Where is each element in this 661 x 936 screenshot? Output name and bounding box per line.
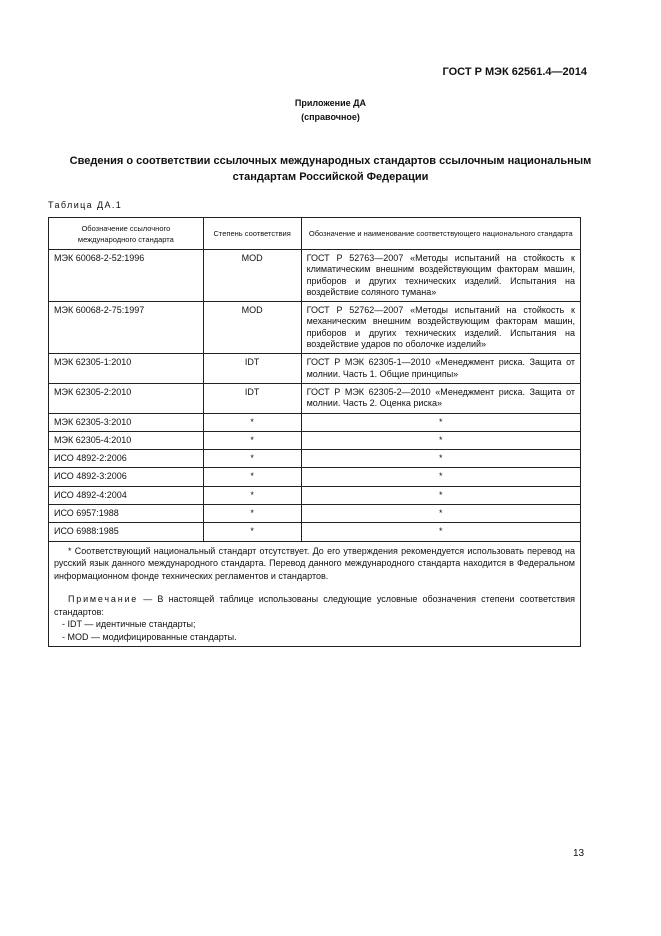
cell-national-standard: * bbox=[301, 505, 580, 523]
table-row bbox=[49, 468, 581, 486]
standards-table bbox=[48, 217, 581, 647]
cell-degree: * bbox=[203, 486, 301, 504]
table-row bbox=[49, 354, 581, 384]
annex-title: Приложение ДА bbox=[294, 98, 367, 108]
table-row bbox=[49, 505, 581, 523]
note-item-idt: - IDT — идентичные стандарты; bbox=[62, 619, 196, 630]
cell-national-standard: * bbox=[301, 450, 580, 468]
table-row bbox=[49, 383, 581, 413]
footnote-text: * Соответствующий национальный стандарт отсутствует. До его утверждения рекомендуется использовать перевод на русский язык данного международного стандарта. Перевод данного международного стандарта находится в Федеральном информационном фонде технических регламентов и стандартов. bbox=[54, 545, 575, 581]
page-number: 13 bbox=[573, 848, 585, 859]
table-caption: Таблица ДА.1 bbox=[48, 200, 123, 210]
cell-national-standard: ГОСТ Р МЭК 62305-1—2010 «Менеджмент риска. Защита от молнии. Часть 1. Общие принципы» bbox=[301, 354, 580, 384]
cell-degree: * bbox=[203, 413, 301, 431]
header-national-standard: Обозначение и наименование соответствующего национального стандарта bbox=[301, 218, 580, 250]
note-text: — В настоящей таблице использованы следующие условные обозначения степени соответствия стандартов: bbox=[54, 594, 575, 617]
cell-national-standard: * bbox=[301, 486, 580, 504]
cell-degree: * bbox=[203, 450, 301, 468]
cell-degree: * bbox=[203, 468, 301, 486]
cell-national-standard: * bbox=[301, 468, 580, 486]
note-paragraph bbox=[54, 593, 575, 618]
table-footnote-cell bbox=[49, 541, 581, 647]
cell-degree: * bbox=[203, 523, 301, 541]
cell-international-standard: МЭК 62305-4:2010 bbox=[49, 431, 204, 449]
table-footer-row bbox=[49, 541, 581, 647]
table-row bbox=[49, 431, 581, 449]
cell-degree: IDT bbox=[203, 354, 301, 384]
cell-national-standard: * bbox=[301, 523, 580, 541]
table-row bbox=[49, 486, 581, 504]
cell-international-standard: ИСО 6988:1985 bbox=[49, 523, 204, 541]
table-row bbox=[49, 523, 581, 541]
cell-national-standard: ГОСТ Р 52763—2007 «Методы испытаний на стойкость к климатическим внешним воздействующим факторам машин, приборов и других технических изделий. Испытания на воздействие соляного тумана» bbox=[301, 250, 580, 302]
cell-national-standard: * bbox=[301, 431, 580, 449]
table-header-row bbox=[49, 218, 581, 250]
cell-degree: MOD bbox=[203, 250, 301, 302]
header-degree: Степень соответствия bbox=[203, 218, 301, 250]
cell-international-standard: ИСО 4892-4:2004 bbox=[49, 486, 204, 504]
cell-international-standard: МЭК 62305-3:2010 bbox=[49, 413, 204, 431]
table-row bbox=[49, 250, 581, 302]
section-title: Сведения о соответствии ссылочных международных стандартов ссылочным национальным стандартам Российской Федерации bbox=[69, 155, 592, 183]
cell-national-standard: ГОСТ Р 52762—2007 «Методы испытаний на стойкость к механическим внешним воздействующим факторам машин, приборов и других технических изделий. Испытания на воздействие ударов по оболочке изделий» bbox=[301, 302, 580, 354]
table-row bbox=[49, 450, 581, 468]
cell-international-standard: МЭК 60068-2-75:1997 bbox=[49, 302, 204, 354]
cell-national-standard: * bbox=[301, 413, 580, 431]
annex-heading bbox=[0, 96, 661, 124]
header-international-standard: Обозначение ссылочного международного стандарта bbox=[49, 218, 204, 250]
table-row bbox=[49, 302, 581, 354]
cell-degree: IDT bbox=[203, 383, 301, 413]
cell-international-standard: МЭК 62305-2:2010 bbox=[49, 383, 204, 413]
cell-degree: * bbox=[203, 431, 301, 449]
cell-international-standard: ИСО 4892-3:2006 bbox=[49, 468, 204, 486]
cell-international-standard: ИСО 6957:1988 bbox=[49, 505, 204, 523]
annex-subtitle: (справочное) bbox=[301, 112, 360, 122]
cell-national-standard: ГОСТ Р МЭК 62305-2—2010 «Менеджмент риска. Защита от молнии. Часть 2. Оценка риска» bbox=[301, 383, 580, 413]
table-row bbox=[49, 413, 581, 431]
cell-degree: * bbox=[203, 505, 301, 523]
cell-international-standard: МЭК 60068-2-52:1996 bbox=[49, 250, 204, 302]
note-item-mod: - MOD — модифицированные стандарты. bbox=[62, 631, 237, 642]
cell-international-standard: ИСО 4892-2:2006 bbox=[49, 450, 204, 468]
document-code: ГОСТ Р МЭК 62561.4—2014 bbox=[442, 66, 587, 78]
cell-international-standard: МЭК 62305-1:2010 bbox=[49, 354, 204, 384]
note-label: Примечание bbox=[68, 594, 139, 605]
cell-degree: MOD bbox=[203, 302, 301, 354]
